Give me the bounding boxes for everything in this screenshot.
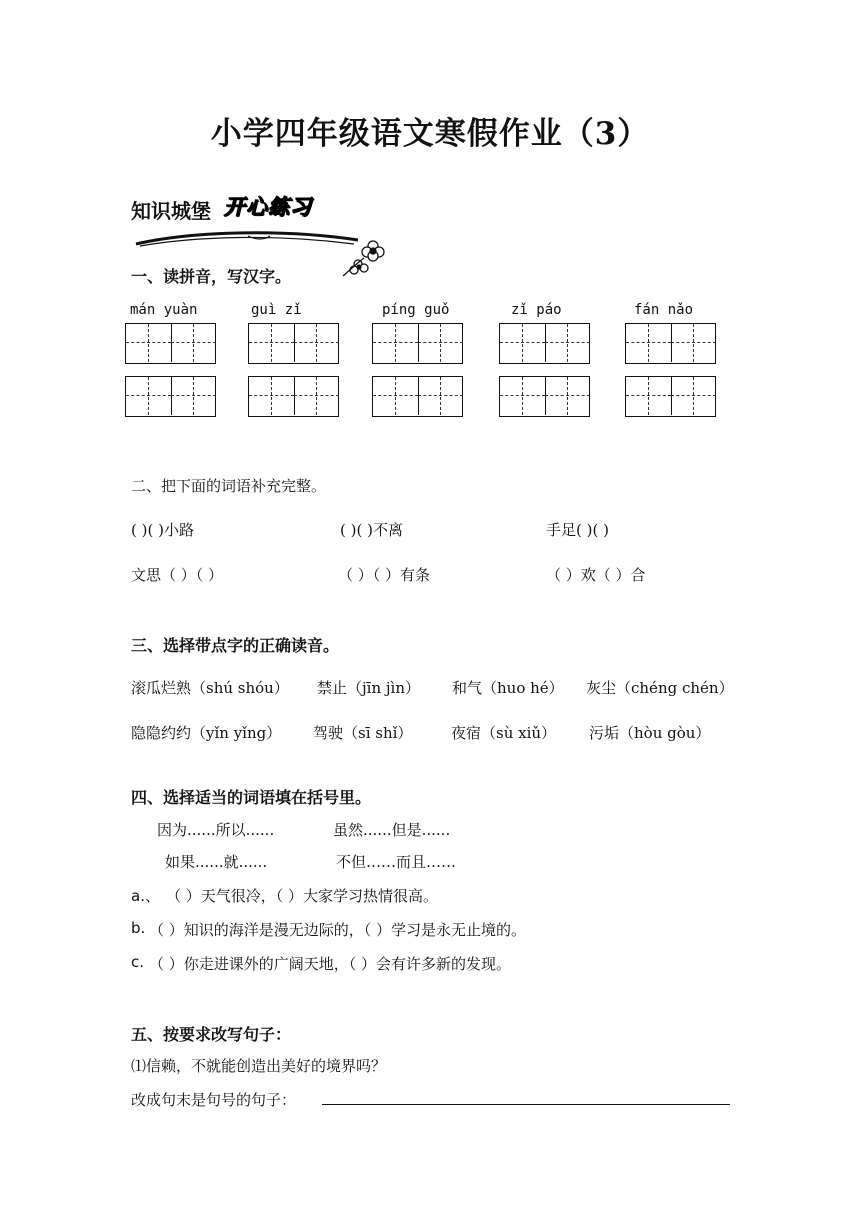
section3-heading: 三、选择带点字的正确读音。 <box>131 636 340 655</box>
word-option: 虽然......但是...... <box>333 821 451 839</box>
reading-item: 禁止（jīn jìn） <box>317 679 420 697</box>
reading-item: 夜宿（sù xiǔ） <box>451 724 557 742</box>
fill-item: 文思（ ）（ ） <box>131 566 224 584</box>
item-b-label: b. <box>131 919 146 937</box>
reading-item: 驾驶（sī shǐ） <box>313 724 413 742</box>
section4-heading: 四、选择适当的词语填在括号里。 <box>131 788 372 807</box>
item-c-label: c. <box>131 953 145 971</box>
fill-item: （ ）欢（ ）合 <box>546 566 646 584</box>
reading-item: 隐隐约约（yǐn yǐng） <box>131 724 282 742</box>
section1-heading: 一、读拼音，写汉字。 <box>131 267 292 286</box>
word-option: 因为......所以...... <box>157 821 275 839</box>
writing-box[interactable] <box>372 323 463 364</box>
fill-item: 手足( )( ) <box>546 521 609 539</box>
section5-heading: 五、按要求改写句子： <box>131 1025 292 1044</box>
pinyin-3: píng guǒ <box>382 302 450 318</box>
fill-item: ( )( )小路 <box>131 521 194 539</box>
section2-heading: 二、把下面的词语补充完整。 <box>131 477 327 495</box>
item-b-text: （ ）知识的海洋是漫无边际的，（ ）学习是永无止境的。 <box>149 921 527 939</box>
item-c-text: （ ）你走进课外的广阔天地，（ ）会有许多新的发现。 <box>149 955 512 973</box>
writing-box[interactable] <box>125 323 216 364</box>
reading-item: 灰尘（chéng chén） <box>586 679 734 697</box>
writing-box[interactable] <box>499 323 590 364</box>
item-a-text: （ ）天气很冷，（ ）大家学习热情很高。 <box>166 887 439 905</box>
page-title: 小学四年级语文寒假作业（3） <box>210 116 650 152</box>
writing-box[interactable] <box>625 376 716 417</box>
fill-item: ( )( )不离 <box>340 521 403 539</box>
writing-box[interactable] <box>499 376 590 417</box>
item-a-label: a.、 <box>131 887 160 905</box>
banner-knowledge-castle: 知识城堡 <box>131 199 211 223</box>
pinyin-1: mán yuàn <box>130 302 198 318</box>
writing-box[interactable] <box>372 376 463 417</box>
fill-item: （ ）（ ）有条 <box>338 566 431 584</box>
pinyin-2: guì zǐ <box>251 302 302 318</box>
writing-box[interactable] <box>248 323 339 364</box>
rewrite-question: ⑴信赖，不就能创造出美好的境界吗？ <box>131 1057 387 1075</box>
rewrite-prompt: 改成句末是句号的句子： <box>131 1091 297 1109</box>
writing-box[interactable] <box>125 376 216 417</box>
writing-box[interactable] <box>248 376 339 417</box>
reading-item: 污垢（hòu gòu） <box>589 724 711 742</box>
reading-item: 滚瓜烂熟（shú shóu） <box>131 679 289 697</box>
word-option: 不但……而且…… <box>336 853 457 871</box>
pinyin-5: fán nǎo <box>634 302 694 318</box>
reading-item: 和气（huo hé） <box>452 679 564 697</box>
answer-line[interactable] <box>322 1104 730 1105</box>
writing-box[interactable] <box>625 323 716 364</box>
banner-happy-practice: 开心练习 <box>224 194 312 219</box>
pinyin-4: zǐ páo <box>511 302 562 318</box>
word-option: 如果......就...... <box>165 853 268 871</box>
